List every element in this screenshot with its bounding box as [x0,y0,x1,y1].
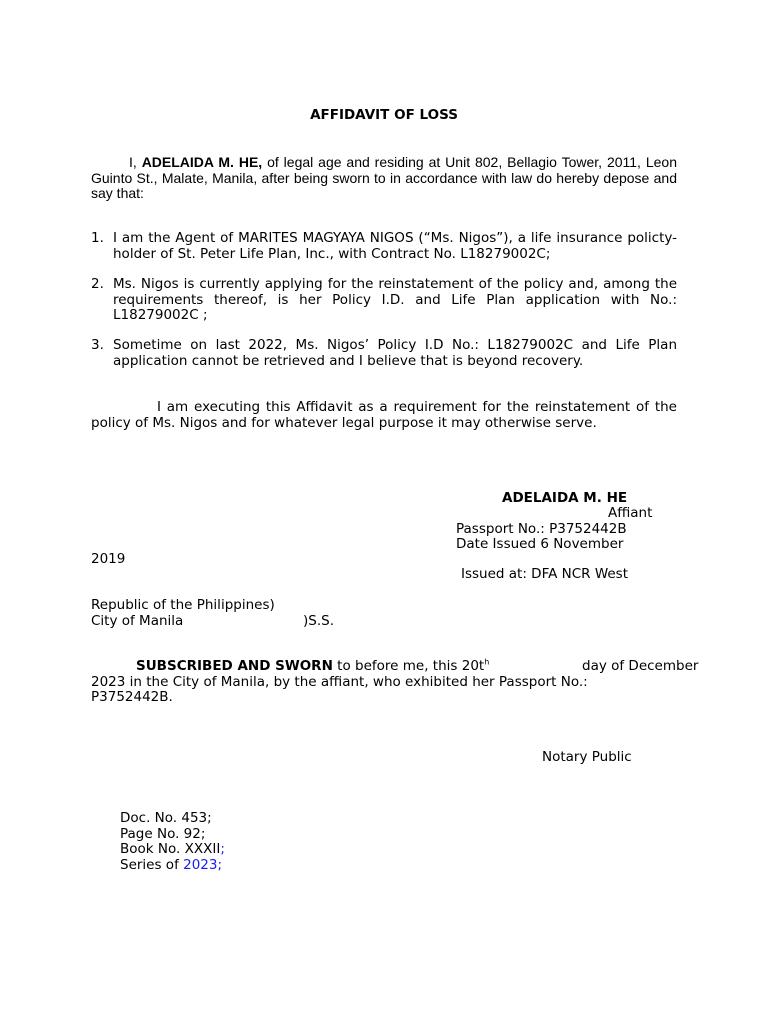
doc-number: Doc. No. 453; [120,810,212,826]
list-item-text: Ms. Nigos is currently applying for the reinstatement of the policy and, among the requirements thereof, is her Policy I.D. and Life Plan application with No.: L18279002C ; [113,276,677,323]
list-item-number: 2. [91,276,104,292]
affiant-role: Affiant [608,505,653,521]
list-item-text: I am the Agent of MARITES MAGYAYA NIGOS (“Ms. Nigos”), a life insurance policty-holder of St. Peter Life Plan, Inc., with Contract No. L18279002C; [113,230,677,262]
jurat-line-2: 2023 in the City of Manila, by the affiant, who exhibited her Passport No.: [91,674,588,690]
intro-paragraph [91,155,677,202]
affiant-signature-name: ADELAIDA M. HE [502,490,628,506]
document-title: AFFIDAVIT OF LOSS [310,107,458,123]
list-item-number: 1. [91,230,104,246]
passport-number: Passport No.: P3752442B [456,521,627,537]
closing-paragraph [91,400,677,431]
intro-prefix: I, [129,154,142,170]
venue-city: City of Manila [91,613,184,629]
issued-at: Issued at: DFA NCR West [461,566,629,582]
jurat-line-1: SUBSCRIBED AND SWORN to before me, this $20t^h$ [136,657,490,674]
date-issued-year: 2019 [91,551,126,567]
venue-ss: )S.S. [303,613,334,629]
closing-paragraph-text: I am executing this Affidavit as a requirement for the reinstatement of the policy of Ms. Nigos and for whatever legal purpose it may otherwise serve. [91,399,677,431]
list-item-text: Sometime on last 2022, Ms. Nigos’ Policy I.D No.: L18279002C and Life Plan application cannot be retrieved and I believe that is beyond recovery. [113,337,677,369]
date-issued: Date Issued 6 November [456,536,624,552]
notary-public: Notary Public [542,749,632,765]
list-item-number: 3. [91,337,104,353]
page-number: Page No. 92; [120,826,206,842]
intro-text: of legal age and residing at Unit 802, Bellagio Tower, 2011, Leon Guinto St., Malate, Manila, after being sworn to in accordance with law do hereby depose and say that: [91,154,677,201]
jurat-line-1-end: day of December [582,658,699,674]
affiant-name-inline: ADELAIDA M. HE, [141,154,263,170]
jurat-line-3: P3752442B. [91,689,173,705]
jurat-bold: SUBSCRIBED AND SWORN [136,658,333,674]
series-year: Series of 2023; [120,857,223,873]
venue-republic: Republic of the Philippines) [91,597,275,613]
book-number: Book No. XXXII; [120,841,225,857]
